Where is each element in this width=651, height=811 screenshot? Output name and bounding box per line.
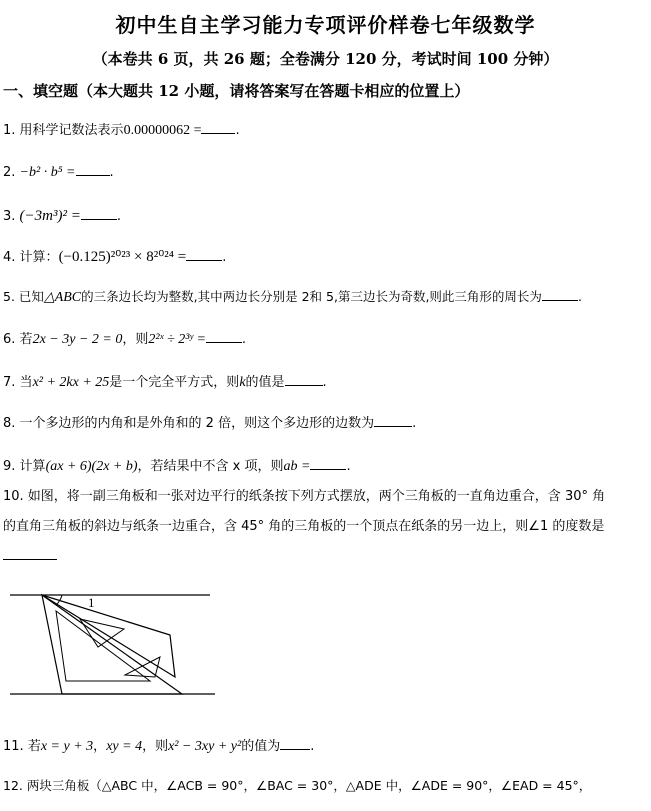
math-expression: k <box>239 375 246 390</box>
angle-1-label: 1 <box>88 595 95 610</box>
question-number: 3. <box>3 209 16 224</box>
question-2 <box>3 163 114 181</box>
question-number: 5. <box>3 289 15 304</box>
answer-blank[interactable] <box>285 373 323 386</box>
question-text: 的值是 <box>245 375 285 390</box>
question-8 <box>3 412 416 431</box>
answer-blank[interactable] <box>81 207 117 220</box>
answer-blank[interactable] <box>201 121 235 134</box>
period: . <box>412 416 417 431</box>
answer-blank[interactable] <box>186 248 222 261</box>
math-expression: x² − 3xy + y² <box>168 739 242 754</box>
question-11 <box>3 735 314 755</box>
math-expression: 0.00000062 = <box>123 123 202 138</box>
period: . <box>109 165 114 180</box>
period: . <box>241 332 247 347</box>
question-3 <box>3 207 121 225</box>
math-expression: x² + 2kx + 25 <box>32 375 110 390</box>
period: . <box>322 375 327 390</box>
period: . <box>310 739 315 754</box>
math-expression: (−0.125)²⁰²³ × 8²⁰²⁴ = <box>58 249 187 265</box>
period: . <box>235 123 240 138</box>
exam-subtitle: （本卷共 6 页，共 26 题；全卷满分 120 分，考试时间 100 分钟） <box>92 50 559 68</box>
question-text: 一个多边形的内角和是外角和的 2 倍，则这个多边形的边数为 <box>19 416 375 431</box>
question-text: 用科学记数法表示 <box>19 123 124 138</box>
question-number: 4. <box>3 250 16 265</box>
question-number: 6. <box>3 332 16 347</box>
answer-blank[interactable] <box>542 288 578 301</box>
math-expression: xy = 4 <box>106 739 143 754</box>
question-4 <box>3 246 226 266</box>
math-expression: 2x − 3y − 2 = 0 <box>32 332 123 347</box>
question-text: ，则 <box>142 739 169 754</box>
question-text: ，则 <box>122 332 149 347</box>
answer-blank[interactable] <box>76 163 110 176</box>
question-text: 的三条边长均为整数,其中两边长分别是 2和 5,第三边长为奇数,则此三角形的周长为 <box>81 289 542 304</box>
question-text: 计算： <box>19 250 59 265</box>
math-expression: x = y + 3 <box>40 739 94 754</box>
math-expression: △ABC <box>43 290 82 305</box>
question-5 <box>3 287 582 306</box>
question-6 <box>3 328 246 348</box>
section-heading: 一、填空题（本大题共 12 小题，请将答案写在答题卡相应的位置上） <box>3 82 470 100</box>
answer-blank[interactable] <box>374 414 412 427</box>
question-12 <box>3 776 591 794</box>
math-expression: ab = <box>283 459 311 474</box>
question-text: ，若结果中不含 x 项，则 <box>137 459 284 474</box>
triangle-ruler-figure <box>0 585 230 710</box>
question-text: 若 <box>27 739 41 754</box>
question-text-line: 10. 如图，将一副三角板和一张对边平行的纸条按下列方式摆放，两个三角板的一直角边重合，含 30° 角 <box>3 489 606 504</box>
triangle-30-degree <box>42 595 182 694</box>
math-expression: (−3m³)² = <box>19 208 81 224</box>
answer-blank[interactable] <box>206 330 242 343</box>
question-1 <box>3 119 240 139</box>
math-expression: −b² · b⁵ = <box>19 165 76 180</box>
question-text: 的值为 <box>241 739 281 754</box>
period: . <box>222 250 227 265</box>
triangle-30-inner-hole <box>56 611 150 681</box>
triangle-45-degree <box>42 595 175 677</box>
question-text: 若 <box>19 332 33 347</box>
question-number: 11. <box>3 739 24 754</box>
answer-blank[interactable] <box>280 737 310 750</box>
math-expression: 2²ˣ ÷ 2³ʸ = <box>148 332 206 347</box>
math-expression: (ax + 6)(2x + b) <box>45 459 138 474</box>
question-text-line: 的直角三角板的斜边与纸条一边重合，含 45° 角的三角板的一个顶点在纸条的另一边上，则∠1 的度数是 <box>3 519 605 534</box>
question-number: 7. <box>3 375 16 390</box>
separator: ， <box>93 739 107 754</box>
question-7 <box>3 371 327 391</box>
question-number: 1. <box>3 123 16 138</box>
period: . <box>577 289 582 304</box>
period: . <box>116 209 121 224</box>
answer-blank[interactable] <box>3 543 57 560</box>
question-9 <box>3 455 351 475</box>
question-text: 当 <box>19 375 33 390</box>
question-number: 2. <box>3 165 16 180</box>
question-text: 计算 <box>19 459 46 474</box>
question-text: 12. 两块三角板（△ABC 中，∠ACB = 90°，∠BAC = 30°，△ADE 中，∠ADE = 90°，∠EAD = 45°， <box>3 778 592 793</box>
exam-title: 初中生自主学习能力专项评价样卷七年级数学 <box>115 13 536 37</box>
question-number: 9. <box>3 459 16 474</box>
question-text: 已知 <box>18 289 44 304</box>
answer-blank[interactable] <box>310 457 346 470</box>
question-10 <box>3 482 648 564</box>
question-number: 8. <box>3 416 16 431</box>
period: . <box>346 459 351 474</box>
question-text: 是一个完全平方式，则 <box>109 375 240 390</box>
